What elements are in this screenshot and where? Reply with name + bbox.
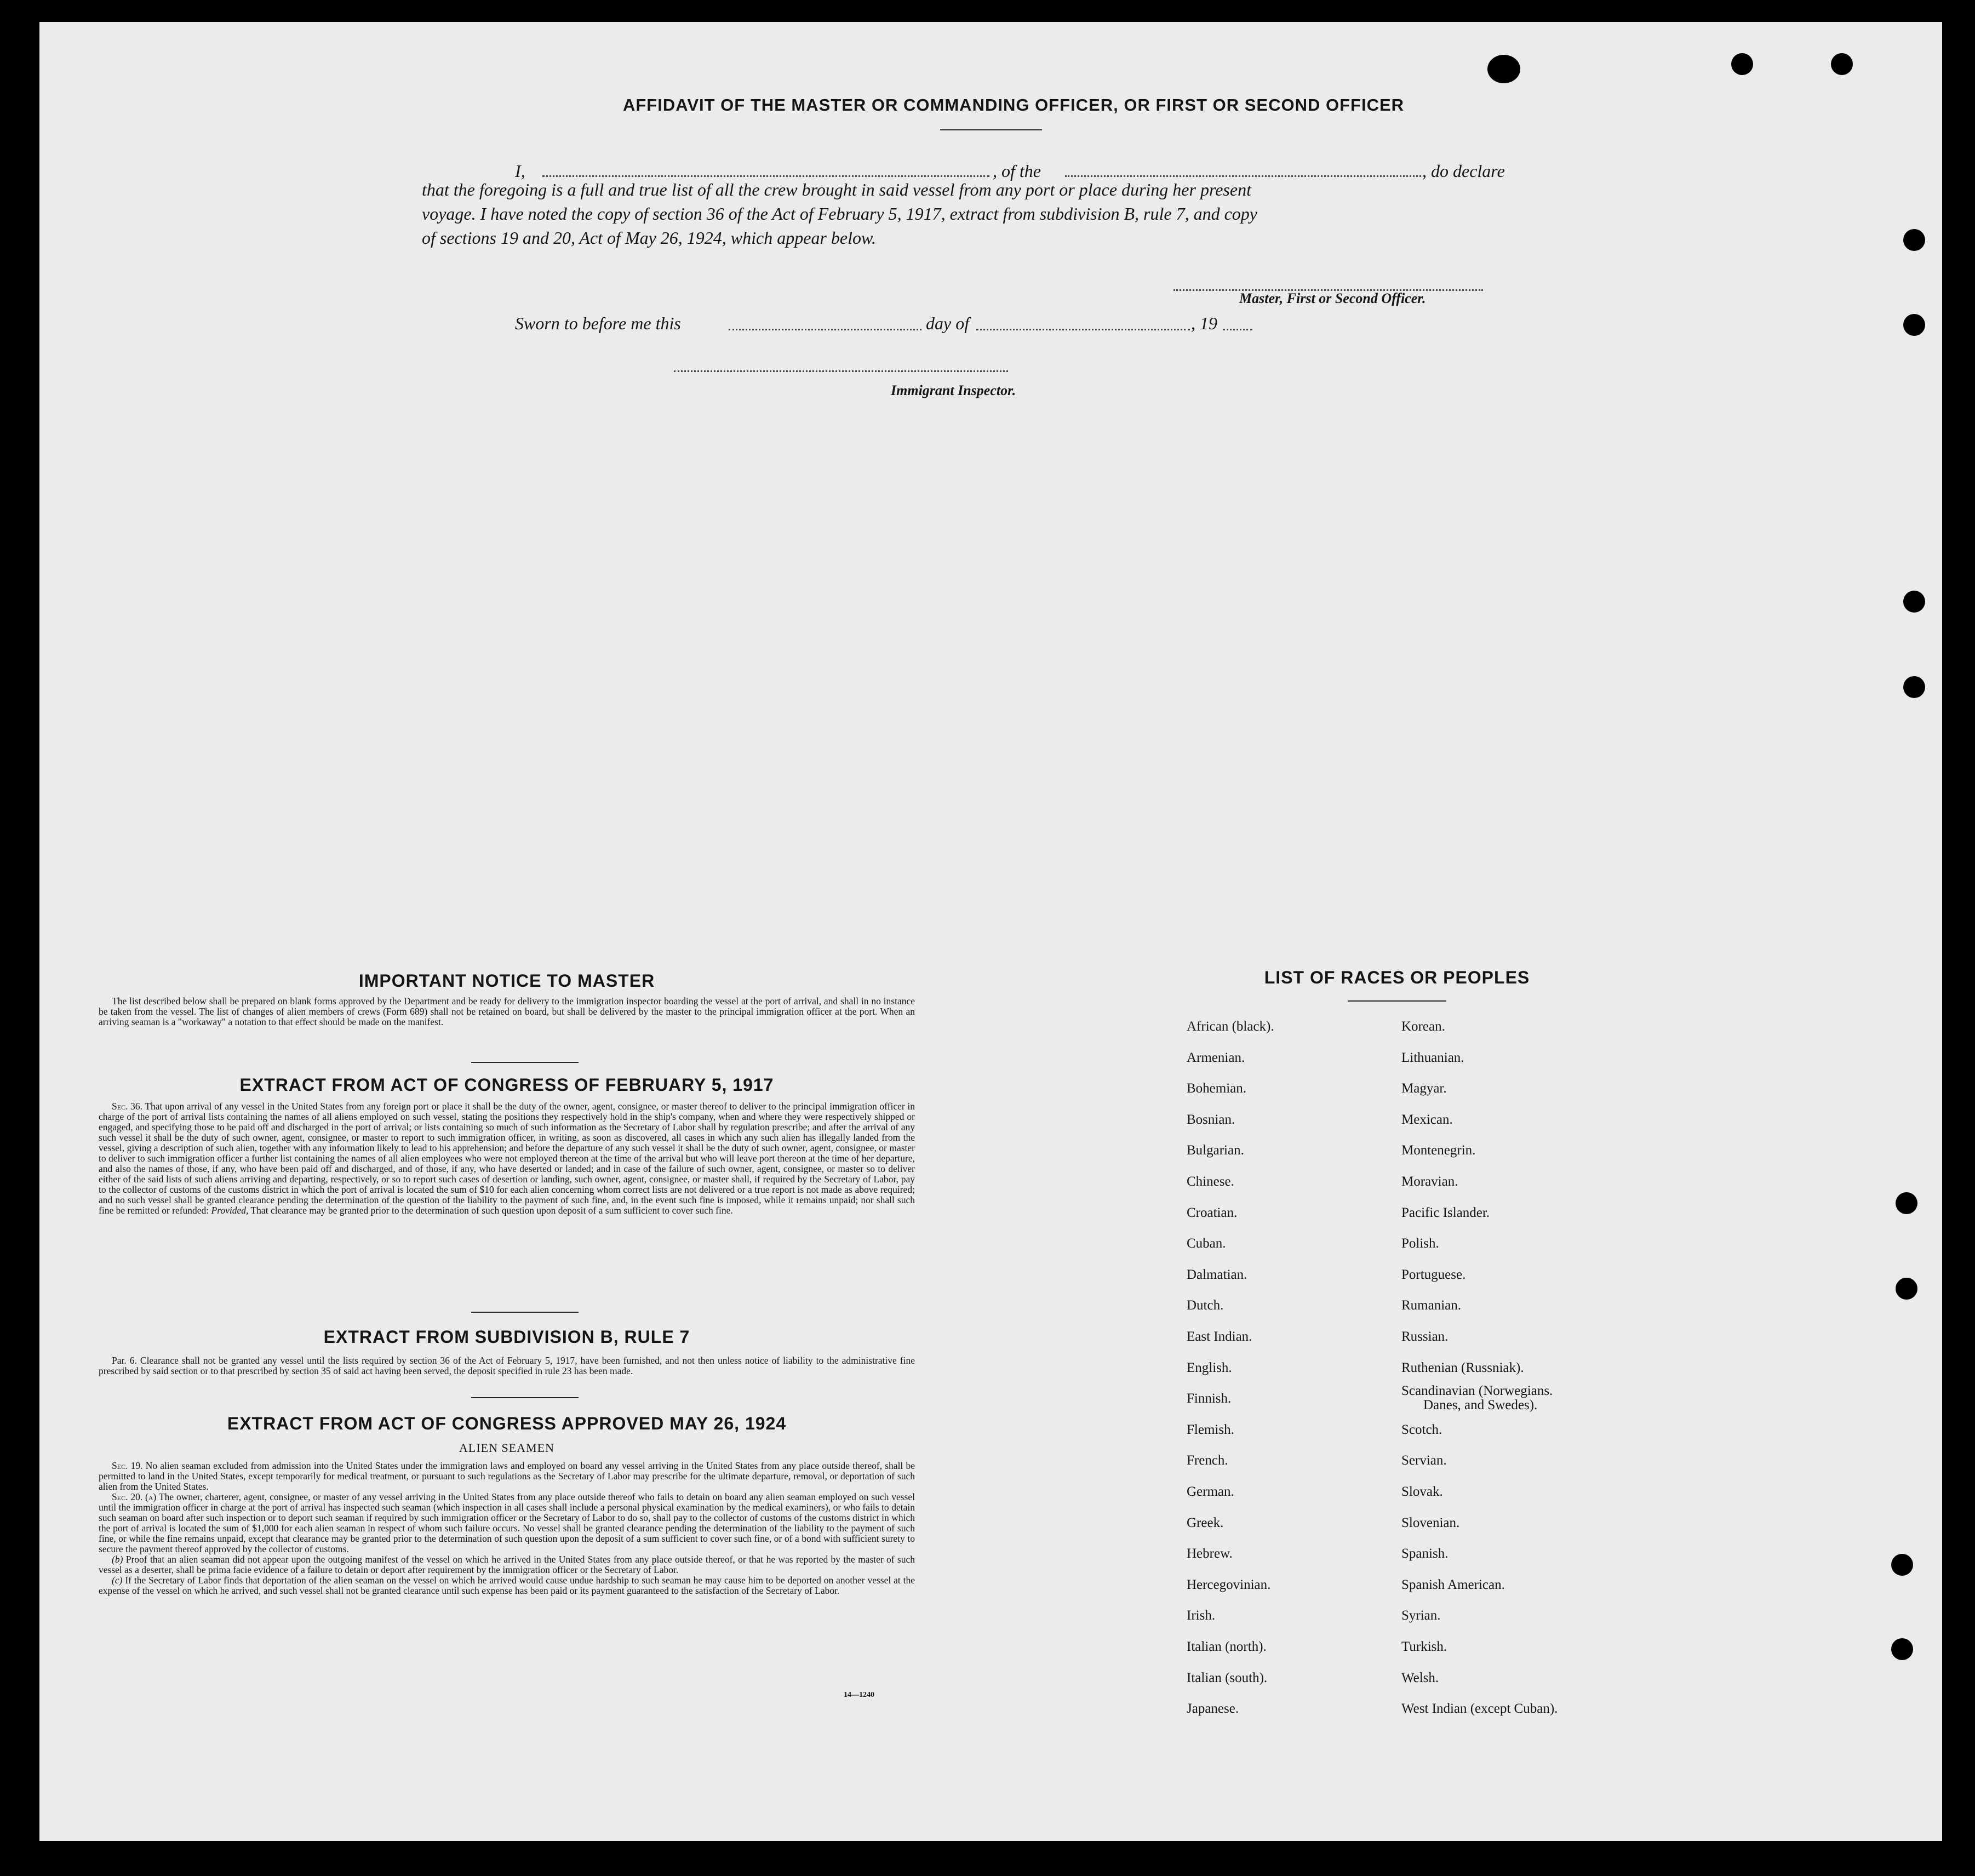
race-item: Chinese.	[1187, 1174, 1234, 1189]
race-item: Scotch.	[1401, 1422, 1442, 1437]
race-item: Japanese.	[1187, 1701, 1239, 1717]
race-item: West Indian (except Cuban).	[1401, 1701, 1558, 1717]
affidavit-body	[422, 178, 1487, 250]
extract-1924-text	[99, 1461, 915, 1596]
race-item-continued: Danes, and Swedes).	[1423, 1398, 1538, 1413]
inspector-signature-line[interactable]	[674, 370, 1008, 372]
sworn-day-of: day of	[926, 313, 970, 333]
race-item: Spanish American.	[1401, 1577, 1505, 1592]
race-item: Hebrew.	[1187, 1546, 1233, 1562]
extract-1917-text	[99, 1101, 915, 1216]
affidavit-body-line: that the foregoing is a full and true list of all the crew brought in said vessel from any port or place during her present	[422, 180, 1251, 199]
race-item: Russian.	[1401, 1329, 1449, 1344]
race-item: East Indian.	[1187, 1329, 1252, 1344]
race-item: Italian (north).	[1187, 1639, 1267, 1654]
sworn-year: , 19	[1191, 313, 1217, 333]
race-item: Scandinavian (Norwegians.	[1401, 1383, 1553, 1399]
race-item: Slovenian.	[1401, 1515, 1460, 1530]
race-item: Mexican.	[1401, 1112, 1453, 1127]
race-item: Italian (south).	[1187, 1670, 1268, 1685]
race-item: Pacific Islander.	[1401, 1205, 1490, 1220]
sworn-prefix: Sworn to before me this	[515, 313, 681, 333]
extract-1917-title: EXTRACT FROM ACT OF CONGRESS OF FEBRUARY 5, 1917	[239, 1075, 774, 1095]
extract-rule7-text: Par. 6. Clearance shall not be granted any vessel until the lists required by section 36 of the Act of February 5, 1917, have been furnished, and not then unless notice of liability to the administrative fine prescribed by said section or to that prescribed by section 35 of said act having been served, the deposit specified in rule 23 has been made.	[99, 1355, 915, 1376]
punch-hole	[1831, 53, 1853, 75]
proviso-text: That clearance may be granted prior to the determination of such question upon deposit of a sum sufficient to cover such fine.	[250, 1205, 733, 1216]
form-number: 14—1240	[844, 1691, 874, 1699]
races-title-rule	[1348, 1000, 1446, 1002]
race-item: Montenegrin.	[1401, 1143, 1476, 1158]
race-item: Korean.	[1401, 1019, 1445, 1034]
race-item: Hercegovinian.	[1187, 1577, 1271, 1592]
sworn-day-blank[interactable]	[729, 329, 921, 330]
affidavit-do-declare: , do declare	[1422, 161, 1505, 181]
race-item: Bosnian.	[1187, 1112, 1235, 1127]
race-item: Slovak.	[1401, 1484, 1443, 1499]
extract-1924-title: EXTRACT FROM ACT OF CONGRESS APPROVED MAY 26, 1924	[227, 1414, 787, 1433]
notice-title: IMPORTANT NOTICE TO MASTER	[358, 971, 655, 991]
punch-hole	[1903, 229, 1925, 251]
races-title: LIST OF RACES OR PEOPLES	[1264, 968, 1530, 987]
race-item: French.	[1187, 1453, 1228, 1468]
sec20a: Sec. 20. (a) The owner, charterer, agent, consignee, or master of any vessel arriving in the United States from any place outside thereof who fails to detain on board any alien seaman employed on such vessel until the immigration officer in charge at the port of arrival has inspected such seaman (which inspection in all cases shall include a personal physical examination by the medical examiners), or who fails to detain such seaman on board after such inspection or to deport such seaman if required by such immigration officer or the Secretary of Labor to do so, shall pay to the collector of customs of the customs district in which the port of arrival is located the sum of $1,000 for each alien seaman in respect of whom such failure occurs. No vessel shall be granted clearance pending the determination of the liability to the payment of such fine, or while the fine remains unpaid, except that clearance may be granted prior to the determination of such question upon the deposit of a sum sufficient to cover such fine, or of a bond with sufficient surety to secure the payment thereof approved by the collector of customs.	[99, 1491, 915, 1554]
race-item: Flemish.	[1187, 1422, 1234, 1437]
race-item: African (black).	[1187, 1019, 1274, 1034]
punch-hole	[1731, 53, 1753, 75]
alien-seamen-subtitle: ALIEN SEAMEN	[459, 1441, 554, 1455]
race-item: Syrian.	[1401, 1608, 1441, 1623]
race-item: Greek.	[1187, 1515, 1224, 1530]
sec36-label: Sec. 36.	[112, 1101, 142, 1112]
affidavit-i: I,	[515, 161, 525, 181]
race-item: Polish.	[1401, 1236, 1439, 1251]
sec20c: (c) If the Secretary of Labor finds that deportation of the alien seaman on the vessel on which he arrived would cause undue hardship to such seaman he may cause him to be deported on another vessel at the expense of the vessel on which he arrived, and such vessel shall not be granted clearance until such expense has been paid or its payment guaranteed to the satisfaction of the Secretary of Labor.	[99, 1575, 915, 1596]
sec36-text: That upon arrival of any vessel in the United States from any foreign port or place it shall be the duty of the owner, agent, consignee, or master thereof to deliver to the principal immigration officer in charge of the port of arrival lists containing the names of all aliens employed on such vessel, stating the positions they respectively hold in the ship's company, when and where they were respectively shipped or engaged, and specifying those to be paid off and discharged in the port of arrival; or lists containing so much of such information as the Secretary of Labor shall by regulation prescribe; and after the arrival of any such vessel it shall be the duty of such owner, agent, consignee, or master to report to such immigration officer, in writing, as soon as discovered, all cases in which any such alien has illegally landed from the vessel, giving a description of such alien, together with any information likely to lead to his apprehension; and before the departure of any such vessel it shall be the duty of such owner, agent, consignee, or master to deliver to such immigration officer a further list containing the names of all alien employees who were not employed thereon at the time of the arrival but who will leave port thereon at the time of her departure, and also the names of those, if any, who have been paid off and discharged, and of those, if any, who have deserted or landed; and in case of the failure of such owner, agent, consignee, or master so to deliver either of the said lists of such aliens arriving and departing, respectively, or so to report such cases of desertion or landing, such owner, agent, consignee, or master shall, if required by the Secretary of Labor, pay to the collector of customs of the customs district in which the port of arrival is located the sum of $10 for each alien concerning whom correct lists are not delivered or a true report is not made as above required; and no such vessel shall be granted clearance pending the determination of the question of the liability to the payment of such fine, and, in the event such fine is imposed, while it remains unpaid; nor shall such fine be remitted or refunded:	[99, 1101, 915, 1216]
punch-hole	[1903, 591, 1925, 613]
race-item: Moravian.	[1401, 1174, 1458, 1189]
punch-hole	[1498, 57, 1520, 79]
punch-hole	[1891, 1554, 1913, 1576]
section-rule	[471, 1062, 579, 1063]
affidavit-body-line: voyage. I have noted the copy of section 36 of the Act of February 5, 1917, extract from subdivision B, rule 7, and copy	[422, 204, 1257, 224]
race-item: Spanish.	[1401, 1546, 1449, 1562]
race-item: Lithuanian.	[1401, 1050, 1464, 1065]
race-item: Rumanian.	[1401, 1298, 1462, 1313]
punch-hole	[1903, 314, 1925, 336]
name-blank[interactable]	[542, 175, 989, 177]
punch-hole	[1891, 1638, 1913, 1660]
race-item: English.	[1187, 1360, 1232, 1375]
race-item: Finnish.	[1187, 1391, 1232, 1406]
vessel-blank[interactable]	[1065, 175, 1421, 177]
extract-rule7-title: EXTRACT FROM SUBDIVISION B, RULE 7	[323, 1327, 690, 1347]
affidavit-of-the: , of the	[993, 161, 1041, 181]
sworn-month-blank[interactable]	[976, 329, 1190, 330]
race-item: German.	[1187, 1484, 1234, 1499]
race-item: Portuguese.	[1401, 1267, 1466, 1282]
race-item: Ruthenian (Russniak).	[1401, 1360, 1524, 1375]
proviso-label: Provided,	[211, 1205, 249, 1216]
race-item: Dalmatian.	[1187, 1267, 1247, 1282]
race-item: Armenian.	[1187, 1050, 1245, 1065]
sec19: Sec. 19. No alien seaman excluded from admission into the United States under the immigration laws and employed on board any vessel arriving in the United States from any place outside thereof, shall be permitted to land in the United States, except temporarily for medical treatment, or pursuant to such regulations as the Secretary of Labor may prescribe for the ultimate departure, removal, or deportation of such alien from the United States.	[99, 1460, 915, 1492]
affidavit-title: AFFIDAVIT OF THE MASTER OR COMMANDING OFFICER, OR FIRST OR SECOND OFFICER	[622, 95, 1405, 115]
sworn-year-blank[interactable]	[1223, 329, 1252, 330]
race-item: Bohemian.	[1187, 1081, 1247, 1096]
race-item: Servian.	[1401, 1453, 1447, 1468]
section-rule	[471, 1312, 579, 1313]
race-item: Dutch.	[1187, 1298, 1224, 1313]
title-rule	[940, 129, 1042, 130]
punch-hole	[1896, 1278, 1917, 1300]
race-item: Turkish.	[1401, 1639, 1447, 1654]
inspector-label: Immigrant Inspector.	[891, 382, 1016, 398]
race-item: Welsh.	[1401, 1670, 1439, 1685]
race-item: Bulgarian.	[1187, 1143, 1244, 1158]
section-rule	[471, 1397, 579, 1398]
punch-hole	[1896, 1192, 1917, 1214]
race-item: Magyar.	[1401, 1081, 1447, 1096]
race-item: Croatian.	[1187, 1205, 1238, 1220]
race-item: Irish.	[1187, 1608, 1216, 1623]
punch-hole	[1903, 676, 1925, 698]
sec20b: (b) Proof that an alien seaman did not appear upon the outgoing manifest of the vessel on which he arrived in the United States from any place outside thereof, or that he was reported by the master of such vessel as a deserter, shall be prima facie evidence of a failure to detain or deport after requirement by the immigration officer or the Secretary of Labor.	[99, 1554, 915, 1575]
notice-text: The list described below shall be prepared on blank forms approved by the Department and be ready for delivery to the immigration inspector boarding the vessel at the port of arrival, and shall in no instance be taken from the vessel. The list of changes of alien members of crews (Form 689) shall not be retained on board, but shall be delivered by the master to the principal immigration officer at the port. When an arriving seaman is a "workaway" a notation to that effect should be made on the manifest.	[99, 996, 915, 1027]
affidavit-body-line: of sections 19 and 20, Act of May 26, 1924, which appear below.	[422, 228, 876, 248]
master-signature-label: Master, First or Second Officer.	[1239, 290, 1426, 306]
race-item: Cuban.	[1187, 1236, 1226, 1251]
